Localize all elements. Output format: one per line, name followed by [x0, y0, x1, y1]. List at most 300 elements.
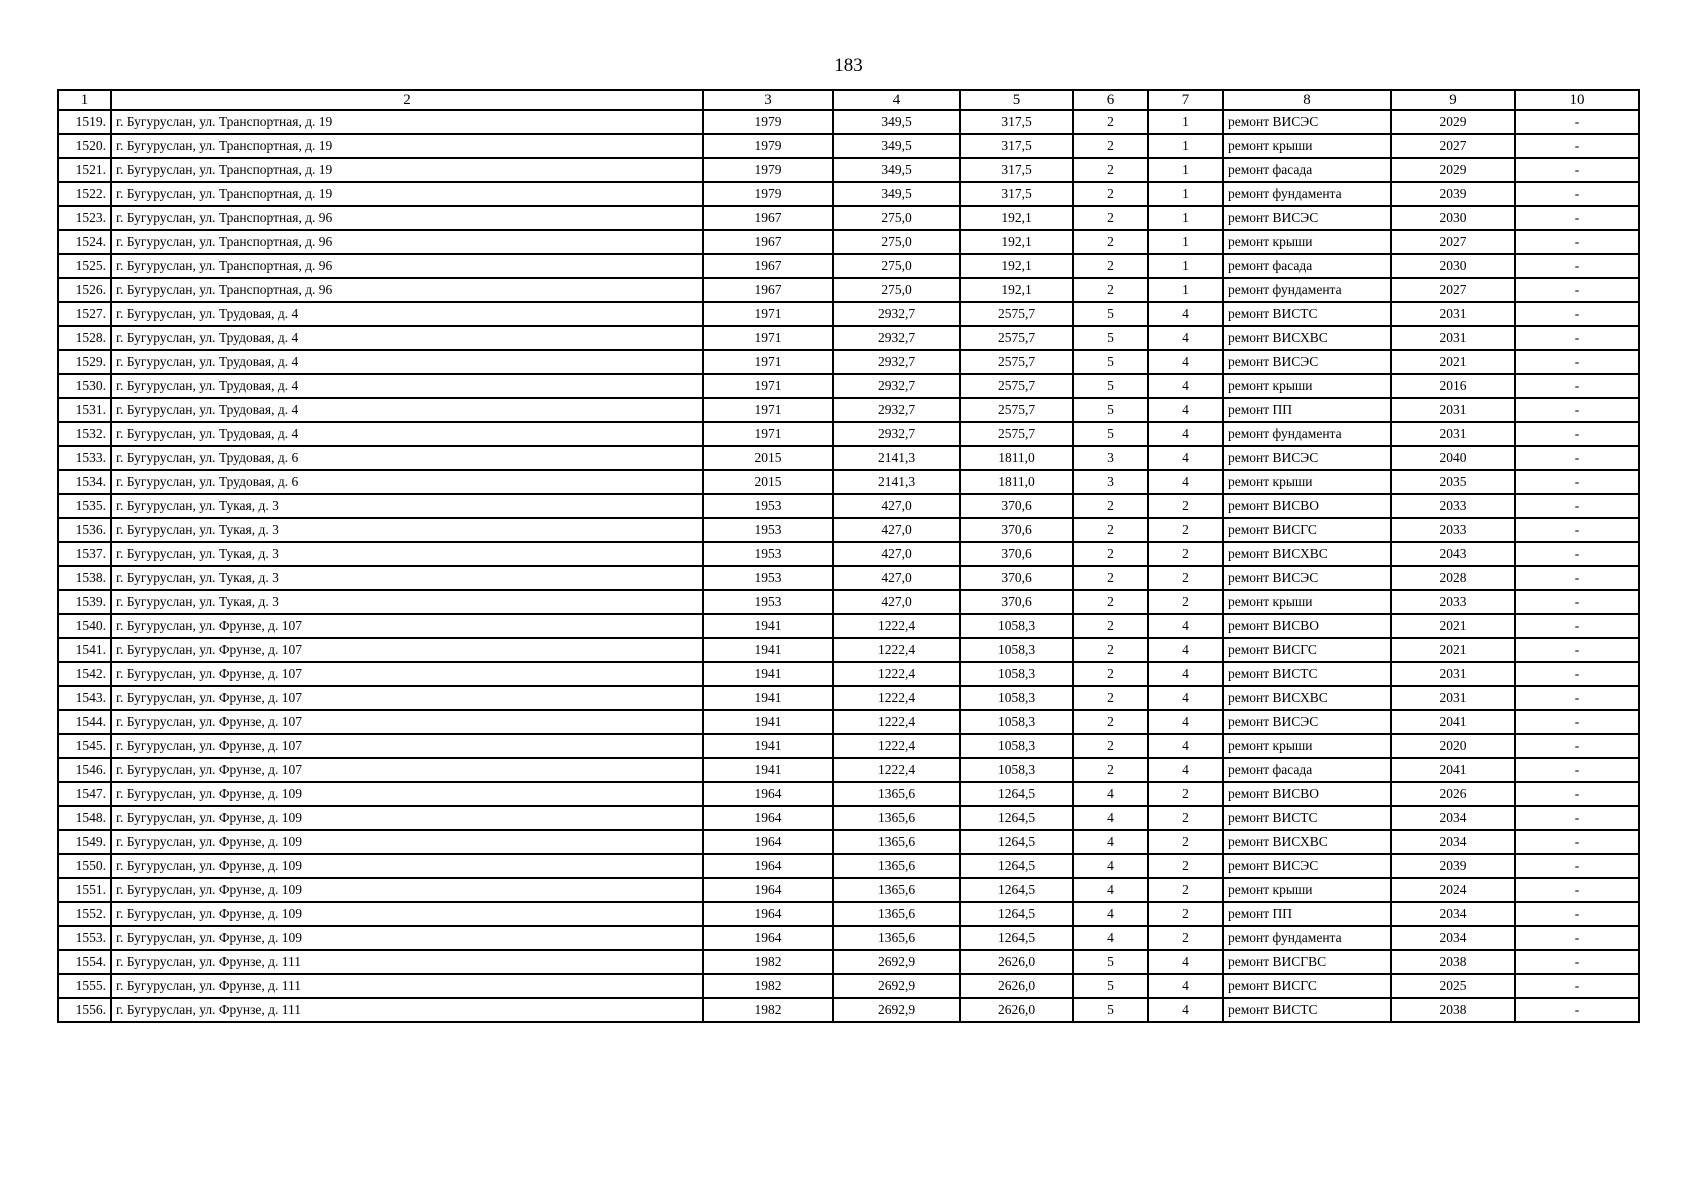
row-number-cell: 1548.	[58, 806, 111, 830]
floors-cell: 5	[1073, 974, 1148, 998]
living-area-cell: 370,6	[960, 590, 1073, 614]
living-area-cell: 1264,5	[960, 782, 1073, 806]
planned-year-cell: 2026	[1391, 782, 1515, 806]
year-built-cell: 2015	[703, 470, 833, 494]
floors-cell: 2	[1073, 110, 1148, 134]
note-cell: -	[1515, 686, 1639, 710]
year-built-cell: 1953	[703, 518, 833, 542]
entrances-cell: 2	[1148, 854, 1223, 878]
note-cell: -	[1515, 110, 1639, 134]
address-cell: г. Бугуруслан, ул. Транспортная, д. 96	[111, 206, 703, 230]
living-area-cell: 1264,5	[960, 806, 1073, 830]
table-row	[58, 302, 1639, 326]
note-cell: -	[1515, 446, 1639, 470]
entrances-cell: 4	[1148, 758, 1223, 782]
total-area-cell: 1222,4	[833, 614, 960, 638]
planned-year-cell: 2016	[1391, 374, 1515, 398]
row-number-cell: 1519.	[58, 110, 111, 134]
total-area-cell: 275,0	[833, 278, 960, 302]
column-header-3: 3	[703, 90, 833, 110]
work-type-cell: ремонт ВИСВО	[1223, 782, 1391, 806]
column-header-7: 7	[1148, 90, 1223, 110]
note-cell: -	[1515, 398, 1639, 422]
living-area-cell: 1264,5	[960, 878, 1073, 902]
entrances-cell: 2	[1148, 806, 1223, 830]
note-cell: -	[1515, 134, 1639, 158]
repair-registry-table	[57, 89, 1640, 1023]
row-number-cell: 1544.	[58, 710, 111, 734]
floors-cell: 2	[1073, 758, 1148, 782]
table-row	[58, 350, 1639, 374]
address-cell: г. Бугуруслан, ул. Трудовая, д. 4	[111, 302, 703, 326]
address-cell: г. Бугуруслан, ул. Транспортная, д. 19	[111, 182, 703, 206]
entrances-cell: 1	[1148, 278, 1223, 302]
work-type-cell: ремонт ВИСТС	[1223, 998, 1391, 1022]
table-row	[58, 974, 1639, 998]
living-area-cell: 1264,5	[960, 926, 1073, 950]
table-row	[58, 446, 1639, 470]
table-row	[58, 758, 1639, 782]
address-cell: г. Бугуруслан, ул. Транспортная, д. 96	[111, 230, 703, 254]
note-cell: -	[1515, 590, 1639, 614]
year-built-cell: 1964	[703, 902, 833, 926]
work-type-cell: ремонт ВИСХВС	[1223, 542, 1391, 566]
note-cell: -	[1515, 878, 1639, 902]
floors-cell: 4	[1073, 902, 1148, 926]
row-number-cell: 1546.	[58, 758, 111, 782]
address-cell: г. Бугуруслан, ул. Тукая, д. 3	[111, 494, 703, 518]
address-cell: г. Бугуруслан, ул. Трудовая, д. 4	[111, 350, 703, 374]
table-row	[58, 638, 1639, 662]
living-area-cell: 2575,7	[960, 398, 1073, 422]
table-row	[58, 782, 1639, 806]
note-cell: -	[1515, 734, 1639, 758]
table-row	[58, 566, 1639, 590]
year-built-cell: 1964	[703, 878, 833, 902]
living-area-cell: 2626,0	[960, 950, 1073, 974]
row-number-cell: 1534.	[58, 470, 111, 494]
living-area-cell: 1058,3	[960, 614, 1073, 638]
floors-cell: 2	[1073, 230, 1148, 254]
total-area-cell: 2692,9	[833, 974, 960, 998]
work-type-cell: ремонт фундамента	[1223, 182, 1391, 206]
table-row	[58, 806, 1639, 830]
work-type-cell: ремонт ВИСЭС	[1223, 710, 1391, 734]
total-area-cell: 2692,9	[833, 998, 960, 1022]
entrances-cell: 1	[1148, 206, 1223, 230]
living-area-cell: 317,5	[960, 158, 1073, 182]
table-row	[58, 206, 1639, 230]
floors-cell: 2	[1073, 734, 1148, 758]
year-built-cell: 1941	[703, 614, 833, 638]
row-number-cell: 1521.	[58, 158, 111, 182]
planned-year-cell: 2034	[1391, 806, 1515, 830]
planned-year-cell: 2031	[1391, 302, 1515, 326]
entrances-cell: 4	[1148, 710, 1223, 734]
work-type-cell: ремонт крыши	[1223, 734, 1391, 758]
year-built-cell: 1941	[703, 710, 833, 734]
living-area-cell: 1264,5	[960, 854, 1073, 878]
floors-cell: 2	[1073, 590, 1148, 614]
work-type-cell: ремонт ВИСГС	[1223, 638, 1391, 662]
row-number-cell: 1554.	[58, 950, 111, 974]
column-header-2: 2	[111, 90, 703, 110]
floors-cell: 4	[1073, 878, 1148, 902]
entrances-cell: 4	[1148, 614, 1223, 638]
work-type-cell: ремонт фундамента	[1223, 926, 1391, 950]
entrances-cell: 1	[1148, 158, 1223, 182]
floors-cell: 2	[1073, 662, 1148, 686]
total-area-cell: 427,0	[833, 494, 960, 518]
row-number-cell: 1526.	[58, 278, 111, 302]
planned-year-cell: 2028	[1391, 566, 1515, 590]
row-number-cell: 1543.	[58, 686, 111, 710]
row-number-cell: 1524.	[58, 230, 111, 254]
address-cell: г. Бугуруслан, ул. Фрунзе, д. 111	[111, 974, 703, 998]
note-cell: -	[1515, 542, 1639, 566]
year-built-cell: 1979	[703, 158, 833, 182]
planned-year-cell: 2038	[1391, 950, 1515, 974]
table-row	[58, 182, 1639, 206]
table-row	[58, 950, 1639, 974]
planned-year-cell: 2021	[1391, 638, 1515, 662]
address-cell: г. Бугуруслан, ул. Трудовая, д. 4	[111, 422, 703, 446]
year-built-cell: 1971	[703, 398, 833, 422]
address-cell: г. Бугуруслан, ул. Фрунзе, д. 111	[111, 950, 703, 974]
total-area-cell: 1222,4	[833, 710, 960, 734]
entrances-cell: 2	[1148, 878, 1223, 902]
note-cell: -	[1515, 638, 1639, 662]
floors-cell: 2	[1073, 710, 1148, 734]
planned-year-cell: 2039	[1391, 182, 1515, 206]
note-cell: -	[1515, 326, 1639, 350]
column-header-4: 4	[833, 90, 960, 110]
entrances-cell: 1	[1148, 230, 1223, 254]
floors-cell: 2	[1073, 278, 1148, 302]
entrances-cell: 4	[1148, 302, 1223, 326]
year-built-cell: 1967	[703, 206, 833, 230]
row-number-cell: 1556.	[58, 998, 111, 1022]
work-type-cell: ремонт ВИСГС	[1223, 974, 1391, 998]
year-built-cell: 1964	[703, 806, 833, 830]
work-type-cell: ремонт ВИСВО	[1223, 614, 1391, 638]
address-cell: г. Бугуруслан, ул. Трудовая, д. 4	[111, 374, 703, 398]
address-cell: г. Бугуруслан, ул. Фрунзе, д. 107	[111, 734, 703, 758]
living-area-cell: 1811,0	[960, 446, 1073, 470]
year-built-cell: 1971	[703, 350, 833, 374]
row-number-cell: 1520.	[58, 134, 111, 158]
planned-year-cell: 2031	[1391, 662, 1515, 686]
table-row	[58, 422, 1639, 446]
total-area-cell: 1365,6	[833, 902, 960, 926]
total-area-cell: 2932,7	[833, 326, 960, 350]
work-type-cell: ремонт ВИСХВС	[1223, 326, 1391, 350]
work-type-cell: ремонт крыши	[1223, 230, 1391, 254]
total-area-cell: 1222,4	[833, 686, 960, 710]
total-area-cell: 1365,6	[833, 854, 960, 878]
entrances-cell: 4	[1148, 686, 1223, 710]
address-cell: г. Бугуруслан, ул. Фрунзе, д. 109	[111, 878, 703, 902]
column-header-1: 1	[58, 90, 111, 110]
work-type-cell: ремонт ВИСЭС	[1223, 566, 1391, 590]
year-built-cell: 1964	[703, 854, 833, 878]
living-area-cell: 370,6	[960, 566, 1073, 590]
row-number-cell: 1525.	[58, 254, 111, 278]
year-built-cell: 1941	[703, 662, 833, 686]
work-type-cell: ремонт крыши	[1223, 590, 1391, 614]
entrances-cell: 4	[1148, 998, 1223, 1022]
entrances-cell: 2	[1148, 590, 1223, 614]
work-type-cell: ремонт ВИСТС	[1223, 806, 1391, 830]
year-built-cell: 1971	[703, 326, 833, 350]
living-area-cell: 2575,7	[960, 302, 1073, 326]
total-area-cell: 2141,3	[833, 446, 960, 470]
table-row	[58, 614, 1639, 638]
entrances-cell: 4	[1148, 974, 1223, 998]
table-row	[58, 470, 1639, 494]
entrances-cell: 2	[1148, 494, 1223, 518]
total-area-cell: 427,0	[833, 566, 960, 590]
row-number-cell: 1547.	[58, 782, 111, 806]
living-area-cell: 2575,7	[960, 350, 1073, 374]
row-number-cell: 1537.	[58, 542, 111, 566]
total-area-cell: 1365,6	[833, 878, 960, 902]
row-number-cell: 1538.	[58, 566, 111, 590]
note-cell: -	[1515, 182, 1639, 206]
address-cell: г. Бугуруслан, ул. Трудовая, д. 4	[111, 398, 703, 422]
row-number-cell: 1522.	[58, 182, 111, 206]
note-cell: -	[1515, 662, 1639, 686]
entrances-cell: 4	[1148, 638, 1223, 662]
living-area-cell: 1058,3	[960, 686, 1073, 710]
table-row	[58, 254, 1639, 278]
address-cell: г. Бугуруслан, ул. Транспортная, д. 19	[111, 110, 703, 134]
planned-year-cell: 2034	[1391, 926, 1515, 950]
planned-year-cell: 2039	[1391, 854, 1515, 878]
table-row	[58, 686, 1639, 710]
note-cell: -	[1515, 470, 1639, 494]
work-type-cell: ремонт ВИСТС	[1223, 302, 1391, 326]
address-cell: г. Бугуруслан, ул. Фрунзе, д. 109	[111, 830, 703, 854]
address-cell: г. Бугуруслан, ул. Транспортная, д. 96	[111, 254, 703, 278]
floors-cell: 2	[1073, 542, 1148, 566]
floors-cell: 5	[1073, 950, 1148, 974]
planned-year-cell: 2021	[1391, 350, 1515, 374]
address-cell: г. Бугуруслан, ул. Фрунзе, д. 107	[111, 758, 703, 782]
entrances-cell: 2	[1148, 902, 1223, 926]
total-area-cell: 2932,7	[833, 398, 960, 422]
total-area-cell: 349,5	[833, 182, 960, 206]
note-cell: -	[1515, 830, 1639, 854]
address-cell: г. Бугуруслан, ул. Фрунзе, д. 109	[111, 854, 703, 878]
note-cell: -	[1515, 422, 1639, 446]
living-area-cell: 317,5	[960, 182, 1073, 206]
floors-cell: 2	[1073, 638, 1148, 662]
year-built-cell: 1971	[703, 374, 833, 398]
note-cell: -	[1515, 566, 1639, 590]
row-number-cell: 1550.	[58, 854, 111, 878]
column-header-5: 5	[960, 90, 1073, 110]
year-built-cell: 1964	[703, 830, 833, 854]
entrances-cell: 4	[1148, 398, 1223, 422]
total-area-cell: 1365,6	[833, 782, 960, 806]
note-cell: -	[1515, 278, 1639, 302]
table-row	[58, 710, 1639, 734]
note-cell: -	[1515, 206, 1639, 230]
work-type-cell: ремонт крыши	[1223, 134, 1391, 158]
address-cell: г. Бугуруслан, ул. Фрунзе, д. 111	[111, 998, 703, 1022]
row-number-cell: 1552.	[58, 902, 111, 926]
row-number-cell: 1541.	[58, 638, 111, 662]
address-cell: г. Бугуруслан, ул. Фрунзе, д. 109	[111, 902, 703, 926]
column-number-header-row	[58, 90, 1639, 110]
living-area-cell: 2575,7	[960, 374, 1073, 398]
living-area-cell: 317,5	[960, 110, 1073, 134]
floors-cell: 4	[1073, 926, 1148, 950]
table-row	[58, 518, 1639, 542]
floors-cell: 5	[1073, 422, 1148, 446]
work-type-cell: ремонт ВИСГВС	[1223, 950, 1391, 974]
address-cell: г. Бугуруслан, ул. Тукая, д. 3	[111, 542, 703, 566]
table-row	[58, 134, 1639, 158]
year-built-cell: 1967	[703, 254, 833, 278]
address-cell: г. Бугуруслан, ул. Транспортная, д. 96	[111, 278, 703, 302]
work-type-cell: ремонт крыши	[1223, 470, 1391, 494]
note-cell: -	[1515, 902, 1639, 926]
floors-cell: 2	[1073, 614, 1148, 638]
planned-year-cell: 2027	[1391, 278, 1515, 302]
row-number-cell: 1542.	[58, 662, 111, 686]
column-header-10: 10	[1515, 90, 1639, 110]
total-area-cell: 427,0	[833, 518, 960, 542]
floors-cell: 4	[1073, 782, 1148, 806]
table-row	[58, 326, 1639, 350]
table-row	[58, 398, 1639, 422]
note-cell: -	[1515, 302, 1639, 326]
total-area-cell: 427,0	[833, 590, 960, 614]
entrances-cell: 4	[1148, 374, 1223, 398]
total-area-cell: 1365,6	[833, 926, 960, 950]
entrances-cell: 1	[1148, 134, 1223, 158]
row-number-cell: 1540.	[58, 614, 111, 638]
table-row	[58, 662, 1639, 686]
table-row	[58, 926, 1639, 950]
floors-cell: 2	[1073, 494, 1148, 518]
floors-cell: 3	[1073, 446, 1148, 470]
year-built-cell: 1967	[703, 278, 833, 302]
work-type-cell: ремонт ВИСЭС	[1223, 446, 1391, 470]
planned-year-cell: 2027	[1391, 134, 1515, 158]
total-area-cell: 275,0	[833, 230, 960, 254]
entrances-cell: 2	[1148, 782, 1223, 806]
total-area-cell: 275,0	[833, 206, 960, 230]
note-cell: -	[1515, 950, 1639, 974]
planned-year-cell: 2033	[1391, 590, 1515, 614]
floors-cell: 2	[1073, 566, 1148, 590]
entrances-cell: 2	[1148, 830, 1223, 854]
living-area-cell: 192,1	[960, 278, 1073, 302]
row-number-cell: 1539.	[58, 590, 111, 614]
note-cell: -	[1515, 806, 1639, 830]
planned-year-cell: 2030	[1391, 206, 1515, 230]
planned-year-cell: 2020	[1391, 734, 1515, 758]
living-area-cell: 1264,5	[960, 902, 1073, 926]
total-area-cell: 427,0	[833, 542, 960, 566]
total-area-cell: 1365,6	[833, 830, 960, 854]
living-area-cell: 1264,5	[960, 830, 1073, 854]
total-area-cell: 1222,4	[833, 734, 960, 758]
planned-year-cell: 2031	[1391, 398, 1515, 422]
planned-year-cell: 2027	[1391, 230, 1515, 254]
year-built-cell: 1979	[703, 110, 833, 134]
living-area-cell: 2626,0	[960, 998, 1073, 1022]
note-cell: -	[1515, 350, 1639, 374]
planned-year-cell: 2029	[1391, 158, 1515, 182]
year-built-cell: 1971	[703, 302, 833, 326]
year-built-cell: 1964	[703, 782, 833, 806]
floors-cell: 2	[1073, 134, 1148, 158]
work-type-cell: ремонт ПП	[1223, 398, 1391, 422]
year-built-cell: 1941	[703, 686, 833, 710]
row-number-cell: 1555.	[58, 974, 111, 998]
planned-year-cell: 2029	[1391, 110, 1515, 134]
living-area-cell: 370,6	[960, 542, 1073, 566]
work-type-cell: ремонт ВИСХВС	[1223, 830, 1391, 854]
row-number-cell: 1528.	[58, 326, 111, 350]
entrances-cell: 2	[1148, 926, 1223, 950]
entrances-cell: 4	[1148, 734, 1223, 758]
note-cell: -	[1515, 974, 1639, 998]
entrances-cell: 2	[1148, 542, 1223, 566]
address-cell: г. Бугуруслан, ул. Фрунзе, д. 109	[111, 926, 703, 950]
year-built-cell: 1971	[703, 422, 833, 446]
entrances-cell: 4	[1148, 950, 1223, 974]
work-type-cell: ремонт ВИСВО	[1223, 494, 1391, 518]
note-cell: -	[1515, 758, 1639, 782]
address-cell: г. Бугуруслан, ул. Трудовая, д. 6	[111, 446, 703, 470]
planned-year-cell: 2031	[1391, 686, 1515, 710]
total-area-cell: 349,5	[833, 134, 960, 158]
planned-year-cell: 2035	[1391, 470, 1515, 494]
total-area-cell: 2932,7	[833, 422, 960, 446]
floors-cell: 5	[1073, 302, 1148, 326]
floors-cell: 2	[1073, 686, 1148, 710]
year-built-cell: 1953	[703, 566, 833, 590]
table-row	[58, 374, 1639, 398]
work-type-cell: ремонт ВИСГС	[1223, 518, 1391, 542]
table-row	[58, 158, 1639, 182]
work-type-cell: ремонт фасада	[1223, 758, 1391, 782]
work-type-cell: ремонт фасада	[1223, 158, 1391, 182]
address-cell: г. Бугуруслан, ул. Трудовая, д. 6	[111, 470, 703, 494]
planned-year-cell: 2033	[1391, 494, 1515, 518]
year-built-cell: 1979	[703, 134, 833, 158]
address-cell: г. Бугуруслан, ул. Тукая, д. 3	[111, 518, 703, 542]
row-number-cell: 1553.	[58, 926, 111, 950]
floors-cell: 5	[1073, 374, 1148, 398]
planned-year-cell: 2024	[1391, 878, 1515, 902]
year-built-cell: 1953	[703, 542, 833, 566]
table-row	[58, 830, 1639, 854]
work-type-cell: ремонт ВИСХВС	[1223, 686, 1391, 710]
floors-cell: 5	[1073, 398, 1148, 422]
planned-year-cell: 2034	[1391, 830, 1515, 854]
planned-year-cell: 2021	[1391, 614, 1515, 638]
table-row	[58, 494, 1639, 518]
row-number-cell: 1529.	[58, 350, 111, 374]
note-cell: -	[1515, 614, 1639, 638]
floors-cell: 4	[1073, 854, 1148, 878]
